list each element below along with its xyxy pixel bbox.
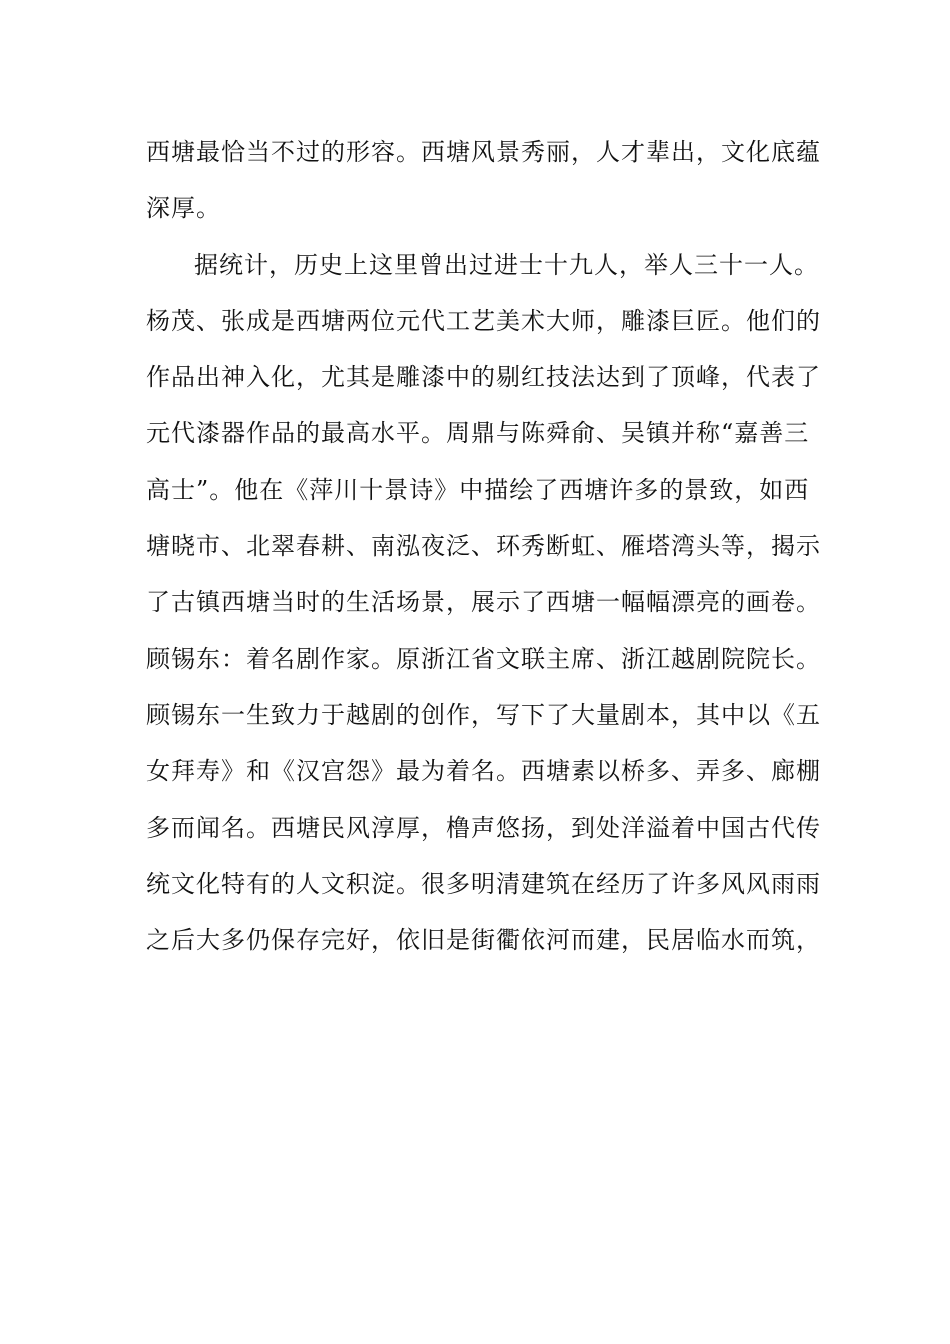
text-line: 了古镇西塘当时的生活场景，展示了西塘一幅幅漂亮的画卷。 <box>146 588 821 617</box>
text-line: 元代漆器作品的最高水平。周鼎与陈舜俞、吴镇并称“嘉善三 <box>146 419 810 448</box>
text-line: 西塘最恰当不过的形容。西塘风景秀丽，人才辈出，文化底蕴 <box>146 138 821 166</box>
text-line: 统文化特有的人文积淀。很多明清建筑在经历了许多风风雨雨 <box>146 869 821 898</box>
text-line: 顾锡东：着名剧作家。原浙江省文联主席、浙江越剧院院长。 <box>146 644 821 673</box>
text-line: 作品出神入化，尤其是雕漆中的剔红技法达到了顶峰，代表了 <box>146 363 821 392</box>
body-text <box>146 124 826 968</box>
text-line: 顾锡东一生致力于越剧的创作，写下了大量剧本，其中以《五 <box>146 700 821 729</box>
text-line: 深厚。 <box>146 194 221 223</box>
text-line: 之后大多仍保存完好，依旧是街衢依河而建，民居临水而筑， <box>146 926 821 955</box>
text-line: 多而闻名。西塘民风淳厚，橹声悠扬，到处洋溢着中国古代传 <box>146 813 821 842</box>
text-line: 高士”。他在《萍川十景诗》中描绘了西塘许多的景致，如西 <box>146 475 810 504</box>
paragraph-first-line: 据统计，历史上这里曾出过进士十九人，举人三十一人。 <box>194 250 819 279</box>
text-line: 杨茂、张成是西塘两位元代工艺美术大师，雕漆巨匠。他们的 <box>146 306 821 335</box>
text-line: 女拜寿》和《汉宫怨》最为着名。西塘素以桥多、弄多、廊棚 <box>146 757 821 786</box>
text-line: 塘晓市、北翠春耕、南泓夜泛、环秀断虹、雁塔湾头等，揭示 <box>146 532 821 561</box>
